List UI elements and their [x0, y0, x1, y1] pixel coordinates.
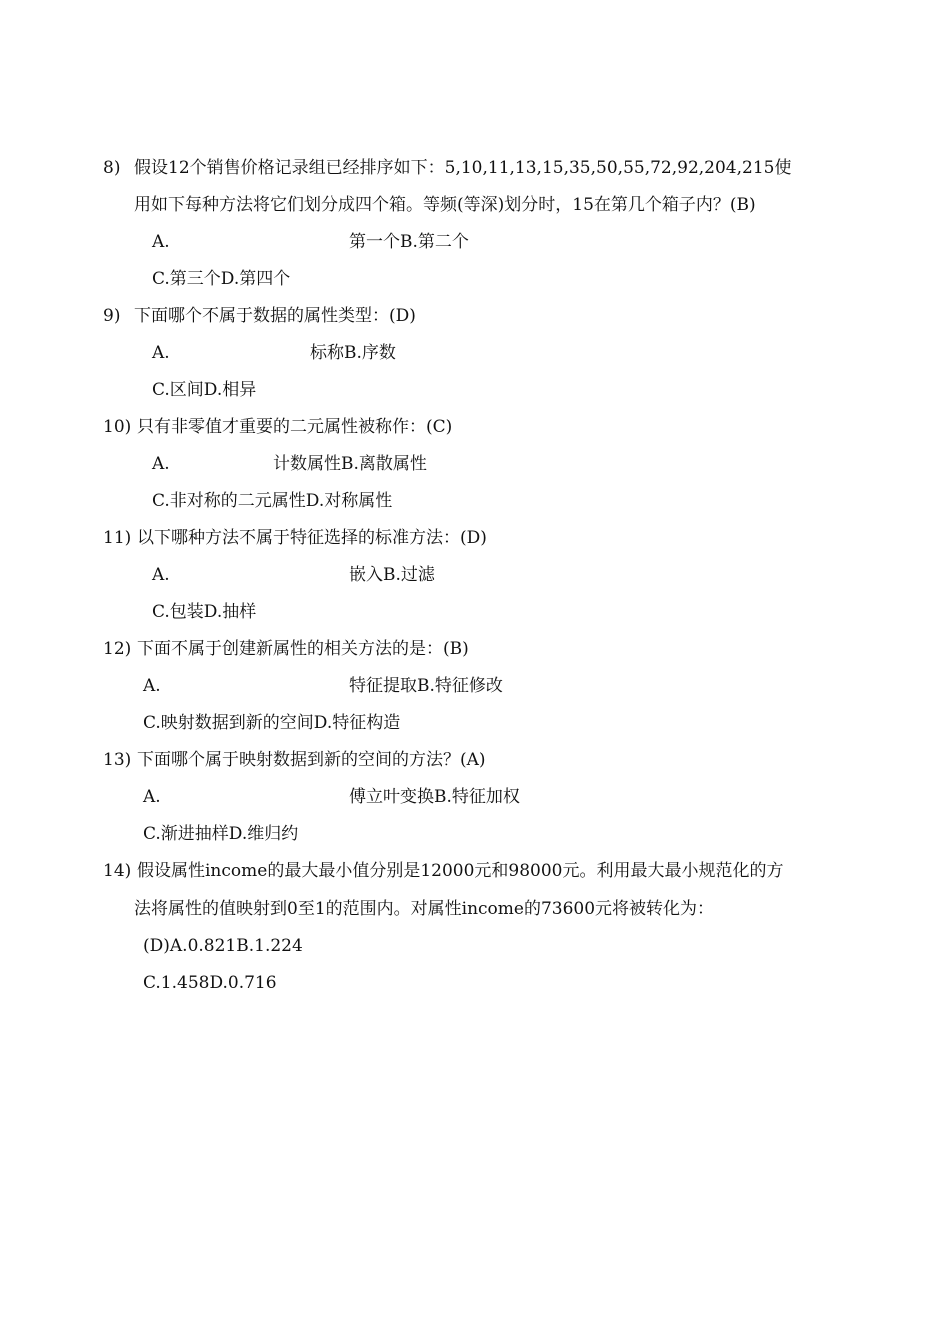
- option-c-d-text: C.包装D.抽样: [152, 602, 257, 622]
- question-text: 假设属性income的最大最小值分别是12000元和98000元。利用最大最小规范化的方: [137, 861, 784, 881]
- question-text: 法将属性的值映射到0至1的范围内。对属性income的73600元将被转化为：: [134, 899, 715, 919]
- question-number: 14): [103, 861, 132, 881]
- question-number: 12): [103, 639, 132, 659]
- option-a-b-text: 傅立叶变换B.特征加权: [349, 787, 520, 807]
- option-a-b-text: 计数属性B.离散属性: [273, 454, 427, 474]
- option-a-label: A.: [152, 232, 170, 252]
- question-number: 8): [103, 158, 121, 178]
- option-c-d-text: C.区间D.相异: [152, 380, 257, 400]
- question-number: 10): [103, 417, 132, 437]
- option-a-b-text: 第一个B.第二个: [349, 232, 469, 252]
- question-text: 假设12个销售价格记录组已经排序如下：5,10,11,13,15,35,50,55,72,92,204,215使: [134, 158, 792, 178]
- option-a-label: A.: [143, 676, 161, 696]
- option-a-label: A.: [152, 454, 170, 474]
- question-text: 下面哪个属于映射数据到新的空间的方法？(A): [137, 750, 486, 770]
- question-number: 9): [103, 306, 121, 326]
- option-a-b-text: 特征提取B.特征修改: [349, 676, 503, 696]
- question-text: 下面不属于创建新属性的相关方法的是：(B): [137, 639, 469, 659]
- option-c-d-text: C.第三个D.第四个: [152, 269, 291, 289]
- option-a-b-text: 嵌入B.过滤: [349, 565, 435, 585]
- question-text: 用如下每种方法将它们划分成四个箱。等频(等深)划分时，15在第几个箱子内？(B): [134, 195, 756, 215]
- option-a-label: A.: [152, 343, 170, 363]
- option-c-d-text: C.渐进抽样D.维归约: [143, 824, 299, 844]
- question-text: 只有非零值才重要的二元属性被称作：(C): [137, 417, 453, 437]
- question-text: 下面哪个不属于数据的属性类型：(D): [134, 306, 416, 326]
- option-c-d-text: C.非对称的二元属性D.对称属性: [152, 491, 393, 511]
- question-text: 以下哪种方法不属于特征选择的标准方法：(D): [137, 528, 487, 548]
- option-a-label: A.: [152, 565, 170, 585]
- option-c-d-text: C.1.458D.0.716: [143, 973, 277, 993]
- question-number: 13): [103, 750, 132, 770]
- question-number: 11): [103, 528, 132, 548]
- option-a-b-text: (D)A.0.821B.1.224: [143, 936, 303, 956]
- option-c-d-text: C.映射数据到新的空间D.特征构造: [143, 713, 401, 733]
- option-a-b-text: 标称B.序数: [310, 343, 396, 363]
- option-a-label: A.: [143, 787, 161, 807]
